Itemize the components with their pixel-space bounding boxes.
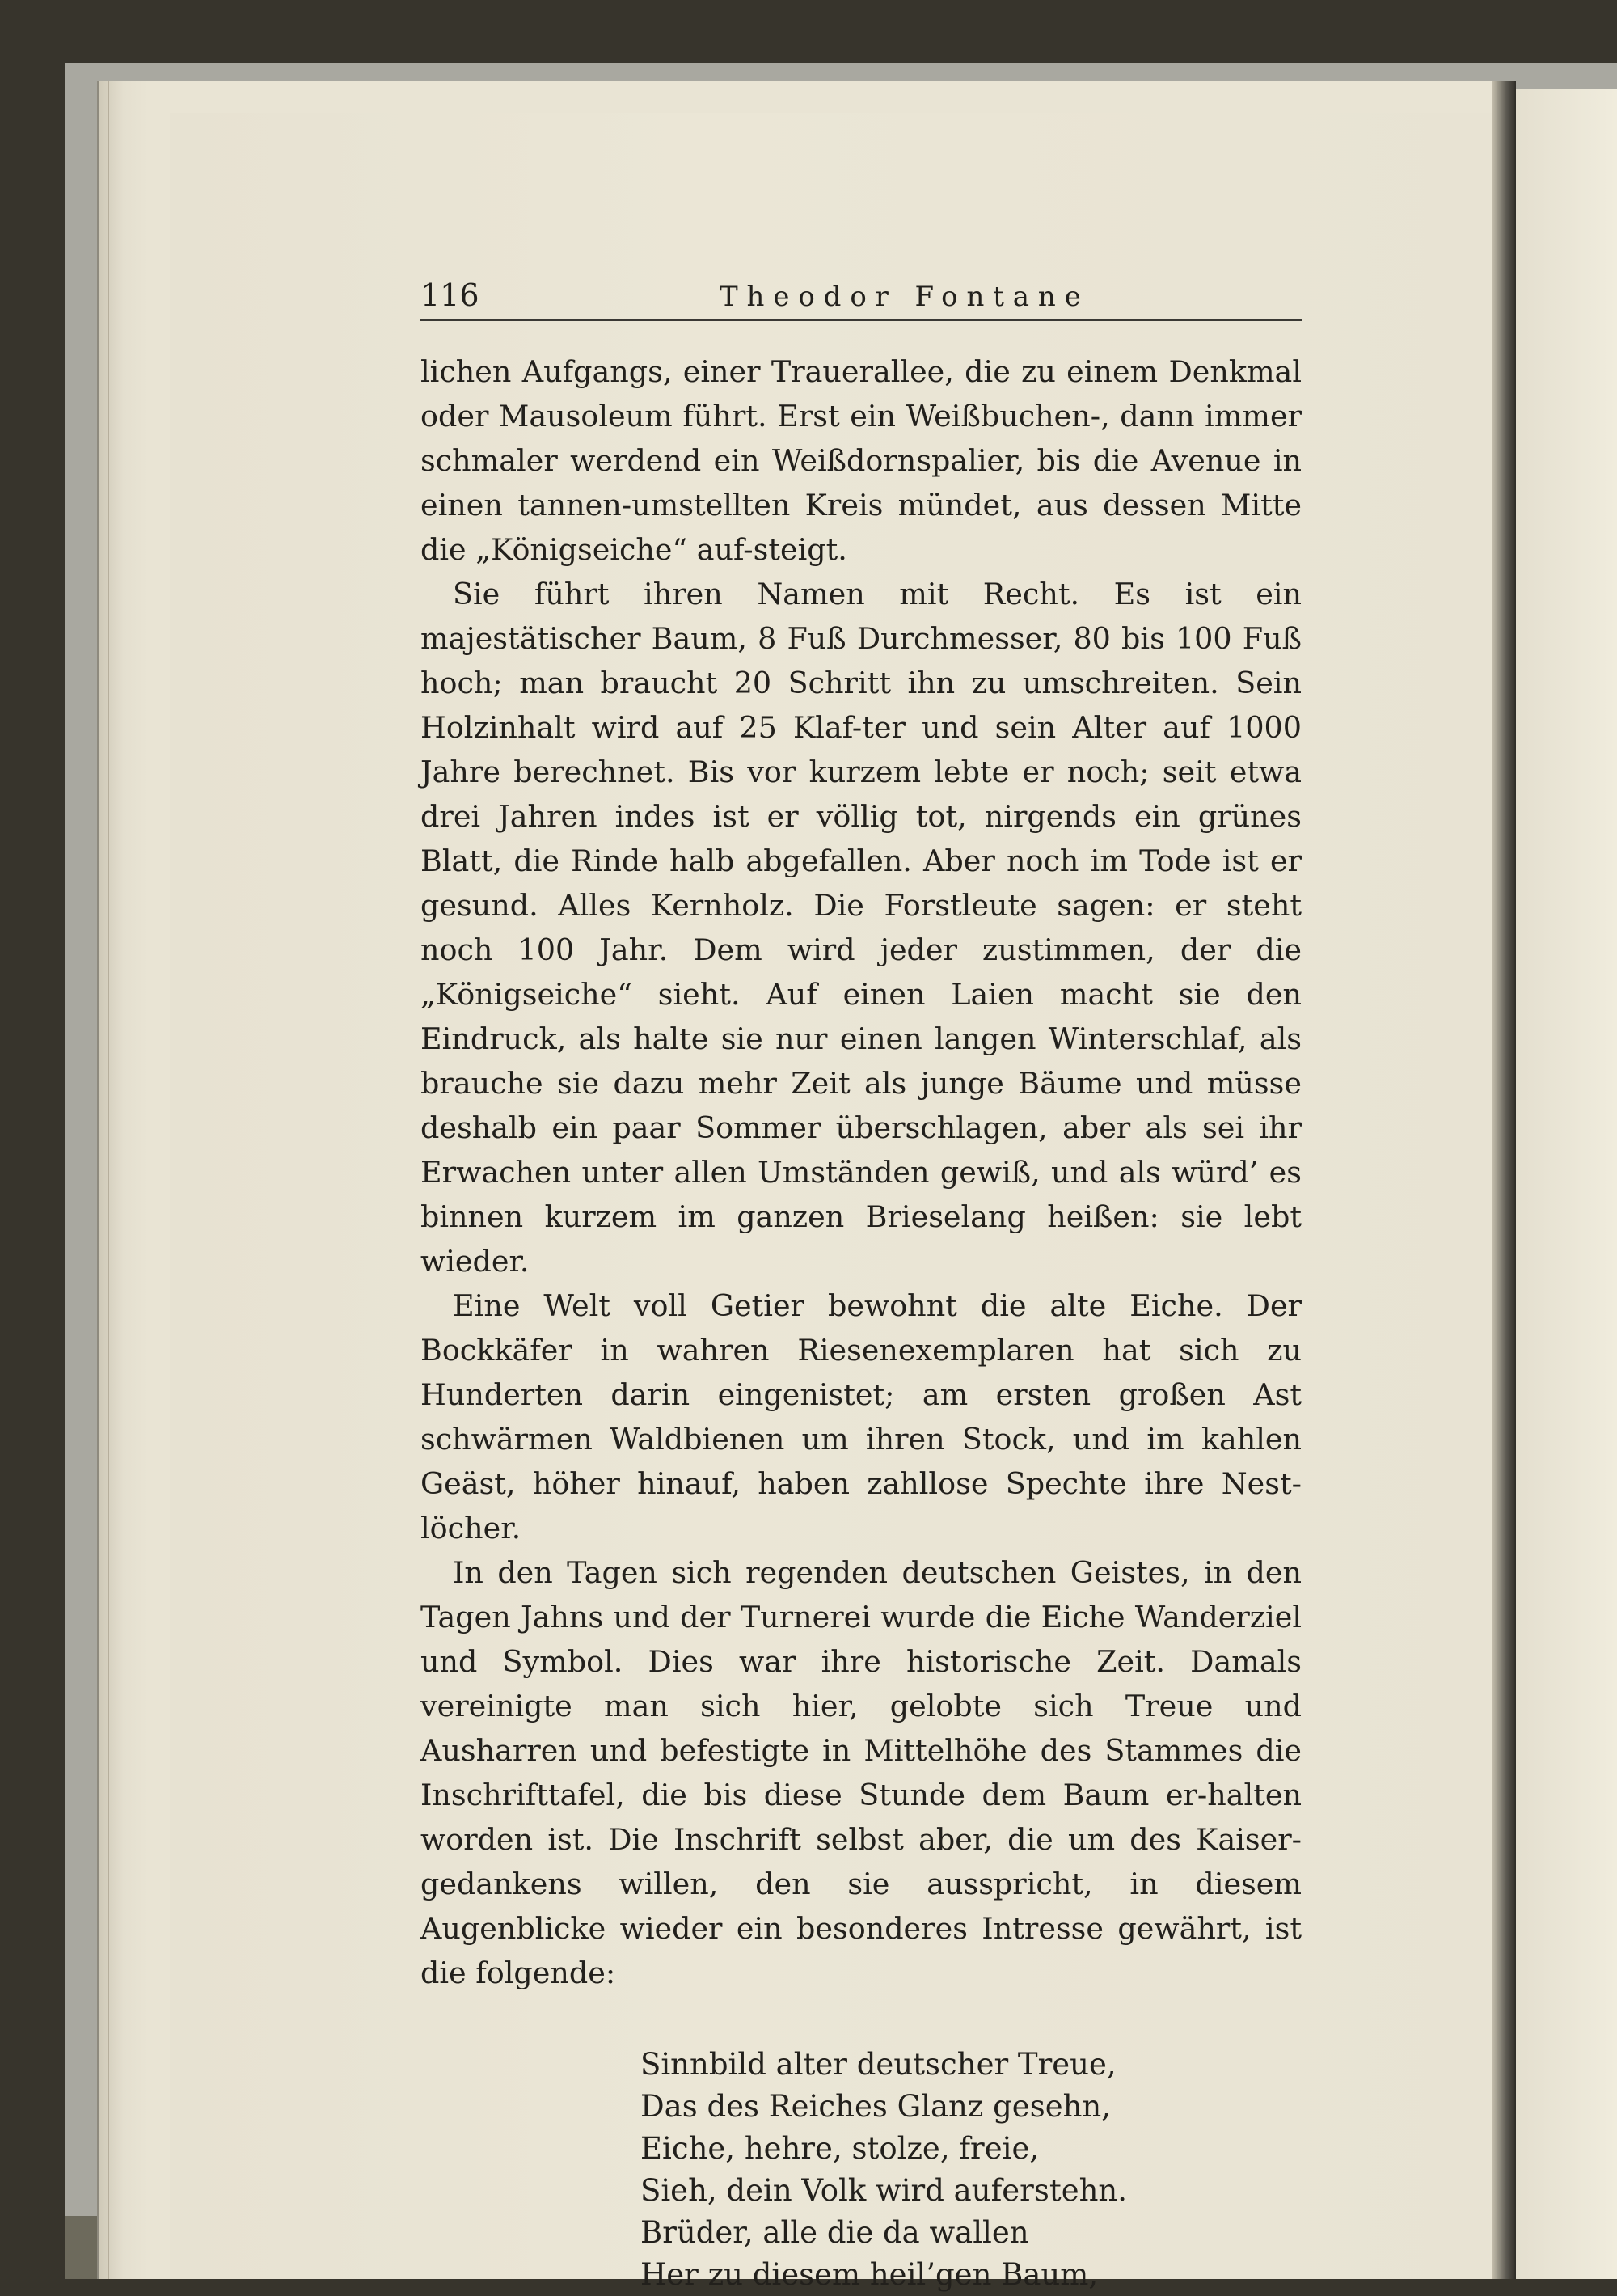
facing-page-edge bbox=[1516, 89, 1617, 2279]
poem-line: Her zu diesem heil’gen Baum, bbox=[640, 2257, 1099, 2292]
poem bbox=[640, 2044, 1302, 2296]
running-title: Theodor Fontane bbox=[720, 281, 1090, 313]
page-content bbox=[420, 271, 1302, 2296]
poem-line: Das des Reiches Glanz gesehn, bbox=[640, 2089, 1112, 2124]
paragraph: In den Tagen sich regenden deutschen Geistes, in den Tagen Jahns und der Turnerei wurde die Eiche Wanderziel und Symbol. Dies war ihre historische Zeit. Damals vereinigte man sich hier, gelobte sich Treue und Ausharren und befestigte in Mittelhöhe des Stammes die Inschrifttafel, die bis diese Stunde dem Baum er-halten worden ist. Die Inschrift selbst aber, die um des Kaiser-gedankens willen, den sie ausspricht, in diesem Augenblicke wieder ein besonderes Intresse gewährt, ist die folgende: bbox=[420, 1555, 1302, 1990]
body-text bbox=[420, 349, 1302, 1995]
paragraph: lichen Aufgangs, einer Trauerallee, die zu einem Denkmal oder Mausoleum führt. Erst ein Weißbuchen-, dann immer schmaler werdend ein Weißdornspalier, bis die Avenue in einen tannen-umstellten Kreis mündet, aus dessen Mitte die „Königseiche“ auf-steigt. bbox=[420, 354, 1302, 567]
poem-line: Sinnbild alter deutscher Treue, bbox=[640, 2047, 1117, 2082]
running-header bbox=[420, 271, 1302, 321]
paragraph: Eine Welt voll Getier bewohnt die alte Eiche. Der Bockkäfer in wahren Riesenexemplaren hat sich zu Hunderten darin eingenistet; am ersten großen Ast schwärmen Waldbienen um ihren Stock, und im kahlen Geäst, höher hinauf, haben zahllose Spechte ihre Nest-löcher. bbox=[420, 1288, 1302, 1545]
page-number: 116 bbox=[420, 277, 479, 313]
paragraph: Sie führt ihren Namen mit Recht. Es ist ein majestätischer Baum, 8 Fuß Durchmesser, 80 bis 100 Fuß hoch; man braucht 20 Schritt ihn zu umschreiten. Sein Holzinhalt wird auf 25 Klaf-ter und sein Alter auf 1000 Jahre berechnet. Bis vor kurzem lebte er noch; seit etwa drei Jahren indes ist er völlig tot, nirgends ein grünes Blatt, die Rinde halb abgefallen. Aber noch im Tode ist er gesund. Alles Kernholz. Die Forstleute sagen: er steht noch 100 Jahr. Dem wird jeder zustimmen, der die „Königseiche“ sieht. Auf einen Laien macht sie den Eindruck, als halte sie nur einen langen Winterschlaf, als brauche sie dazu mehr Zeit als junge Bäume und müsse deshalb ein paar Sommer überschlagen, aber als sei ihr Erwachen unter allen Umständen gewiß, und als würd’ es binnen kurzem im ganzen Brieselang heißen: sie lebt wieder. bbox=[420, 577, 1302, 1279]
poem-line: Brüder, alle die da wallen bbox=[640, 2215, 1029, 2250]
book-gutter bbox=[1492, 81, 1516, 2279]
poem-line: Eiche, hehre, stolze, freie, bbox=[640, 2131, 1040, 2166]
poem-line: Sieh, dein Volk wird auferstehn. bbox=[640, 2173, 1128, 2208]
